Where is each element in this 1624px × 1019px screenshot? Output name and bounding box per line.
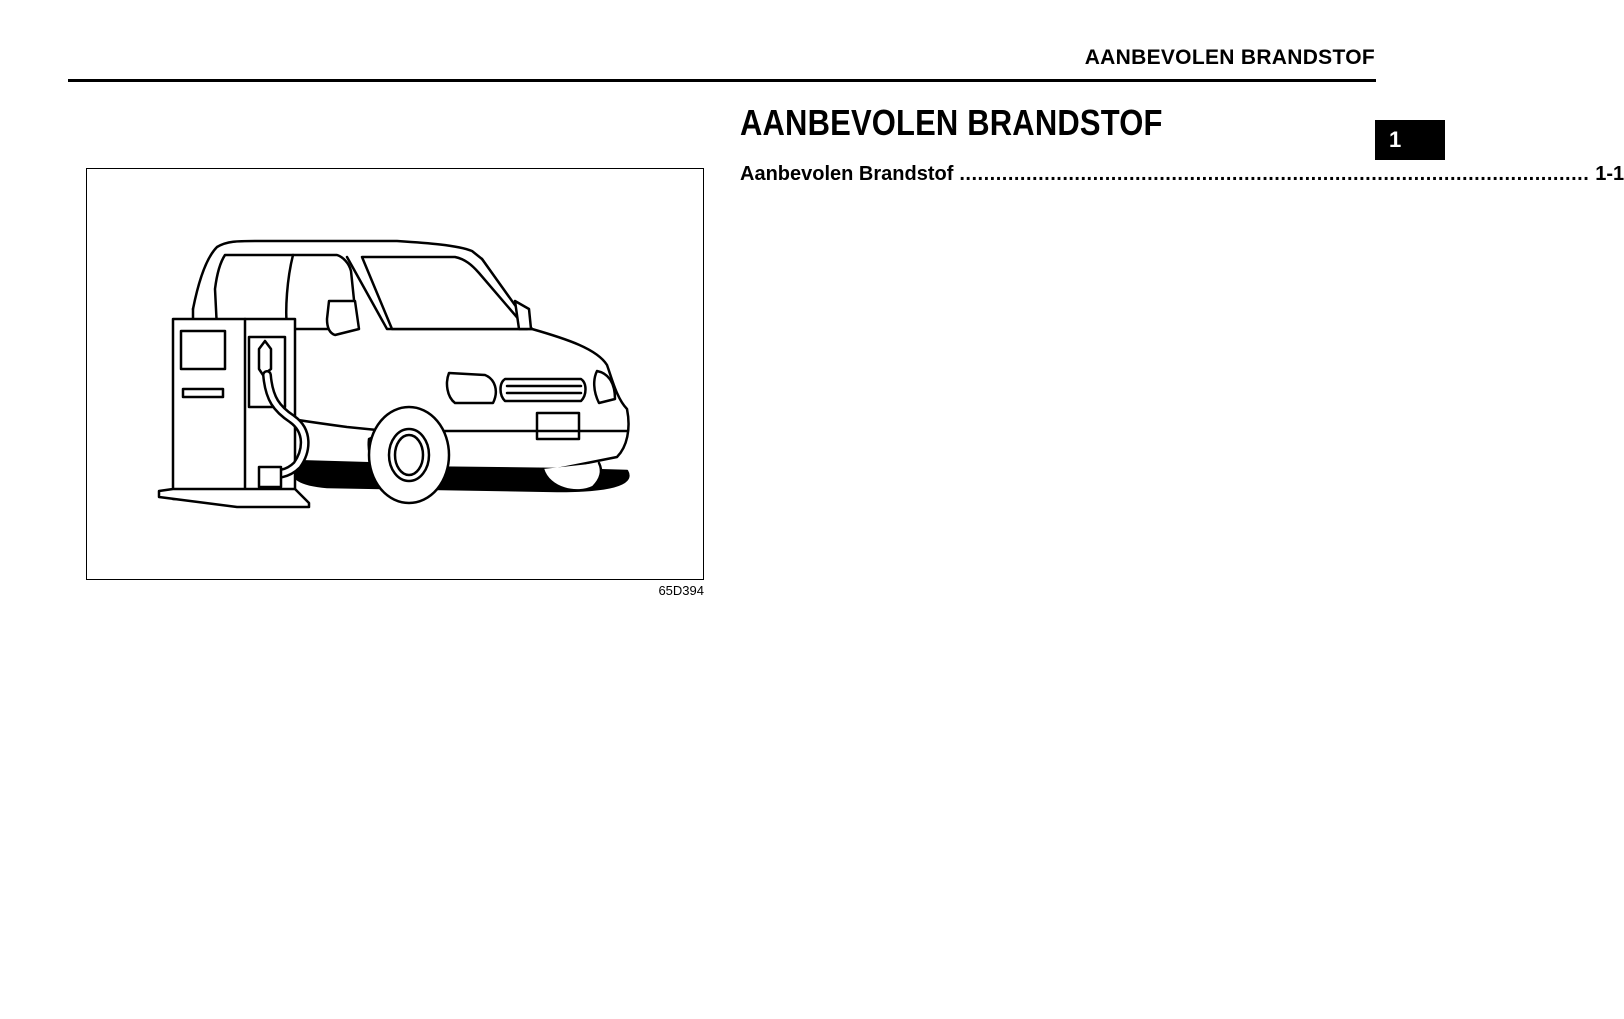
pump-label <box>183 389 223 397</box>
headlight-left <box>447 373 496 403</box>
running-header: AANBEVOLEN BRANDSTOF <box>1084 46 1375 69</box>
license-plate <box>537 413 579 439</box>
header-rule <box>68 79 1376 82</box>
section-title: AANBEVOLEN BRANDSTOF <box>740 102 1163 143</box>
toc-label: Aanbevolen Brandstof <box>740 163 954 185</box>
pump-display <box>181 331 225 369</box>
figure-code: 65D394 <box>658 583 704 598</box>
car-at-fuel-pump-illustration <box>87 169 703 579</box>
fuel-nozzle <box>259 341 271 375</box>
pump-base <box>159 489 309 507</box>
chapter-tab[interactable] <box>1375 120 1445 160</box>
figure-frame <box>86 168 704 580</box>
toc-page-number: 1-1 <box>1595 163 1624 185</box>
toc-entry[interactable] <box>740 163 1624 186</box>
fender-side-mirror <box>515 301 531 329</box>
hose-mount <box>259 467 281 487</box>
chapter-number: 1 <box>1389 127 1402 152</box>
grille <box>501 379 586 401</box>
mirror <box>327 301 359 335</box>
toc-leader: ........................................................................................................ <box>959 163 1590 185</box>
